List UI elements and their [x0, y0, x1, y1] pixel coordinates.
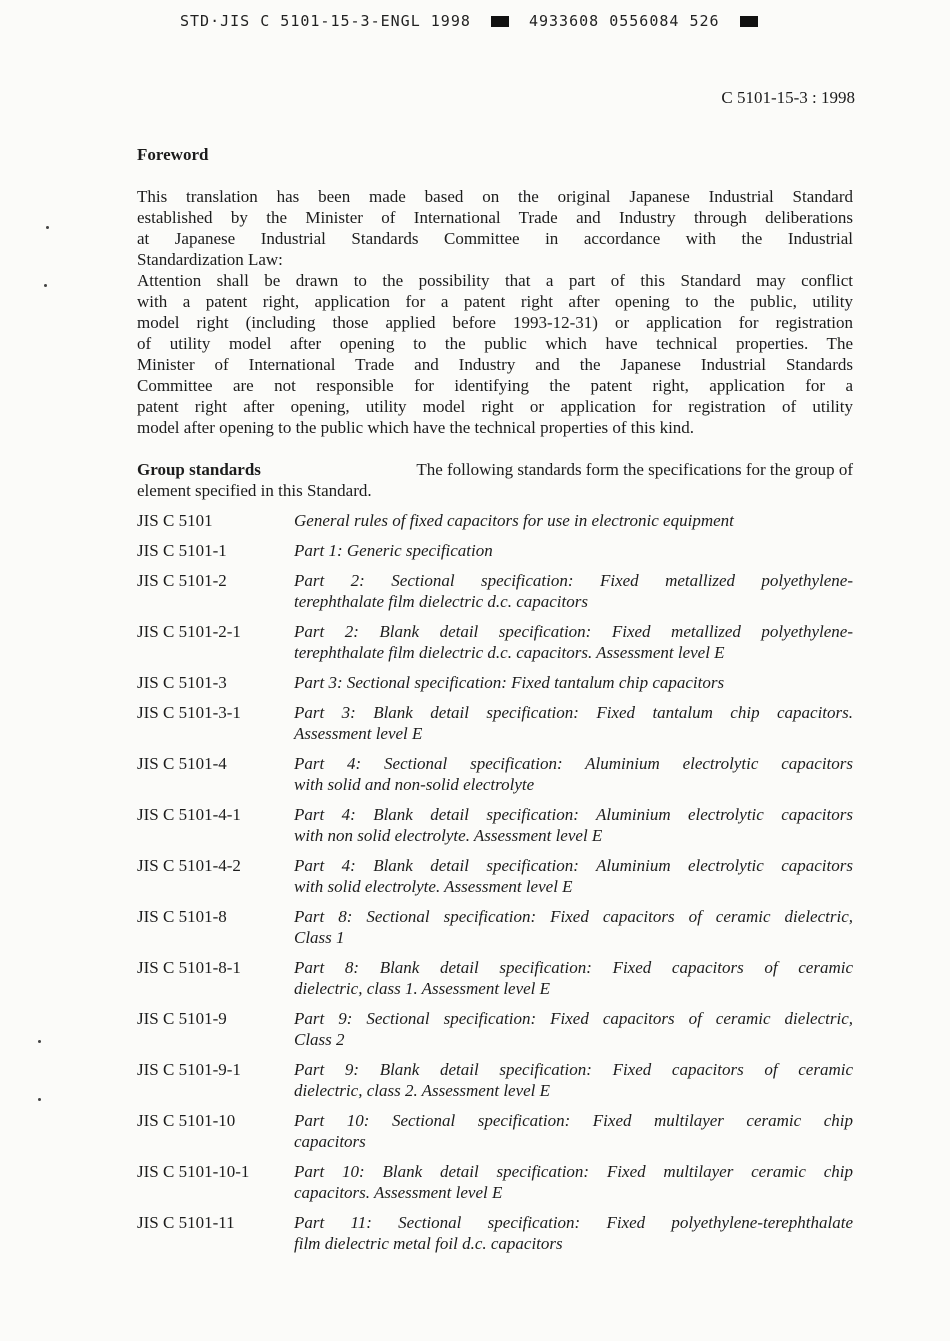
standard-title-line: Part 8: Sectional specification: Fixed capacitors of ceramic dielectric,: [294, 907, 853, 926]
paragraph-line: at Japanese Industrial Standards Committee in accordance with the Industrial: [137, 229, 853, 248]
standard-code: JIS C 5101-3-1: [137, 703, 241, 722]
standard-code: JIS C 5101-3: [137, 673, 227, 692]
standard-title: [294, 855, 853, 897]
standard-title: [294, 702, 853, 744]
standard-title: [294, 1110, 853, 1152]
foreword-heading: Foreword: [137, 145, 209, 164]
standard-title: [294, 1059, 853, 1101]
standard-title-line: Class 1: [294, 928, 345, 947]
standard-title-line: Part 9: Sectional specification: Fixed capacitors of ceramic dielectric,: [294, 1009, 853, 1028]
standard-code: JIS C 5101-1: [137, 541, 227, 560]
paragraph-line: Standardization Law:: [137, 250, 283, 269]
group-standards-text-2: element specified in this Standard.: [137, 481, 372, 500]
standard-code: JIS C 5101-8: [137, 907, 227, 926]
standard-title: [294, 510, 853, 531]
standard-title: [294, 1212, 853, 1254]
standard-title-line: capacitors: [294, 1132, 366, 1151]
group-standards-intro: [137, 459, 853, 501]
scan-speck: [44, 284, 47, 287]
paragraph-line: of utility model after opening to the public which have technical properties. The: [137, 334, 853, 353]
standard-title-line: with solid and non-solid electrolyte: [294, 775, 535, 794]
standard-title-line: terephthalate film dielectric d.c. capacitors. Assessment level E: [294, 643, 725, 662]
standard-title-line: Part 3: Blank detail specification: Fixed tantalum chip capacitors.: [294, 703, 853, 722]
standard-title: [294, 621, 853, 663]
standard-code: JIS C 5101: [137, 511, 213, 530]
standard-code: JIS C 5101-11: [137, 1213, 235, 1232]
scan-speck: [38, 1040, 41, 1043]
stamp-bar-right: [740, 16, 758, 27]
standard-code: JIS C 5101-10-1: [137, 1162, 250, 1181]
standard-title: [294, 1008, 853, 1050]
standard-title: [294, 570, 853, 612]
group-standards-text-1: The following standards form the specifications for the group of: [416, 460, 853, 479]
standard-title-line: terephthalate film dielectric d.c. capacitors: [294, 592, 588, 611]
standard-title-line: Part 3: Sectional specification: Fixed tantalum chip capacitors: [294, 673, 725, 692]
standard-title: [294, 906, 853, 948]
paragraph-line: with a patent right, application for a patent right after opening to the public, utility: [137, 292, 853, 311]
paragraph-line: Minister of International Trade and Industry and the Japanese Industrial Standards: [137, 355, 853, 374]
standard-title: [294, 540, 853, 561]
stamp-barcode-number: 4933608 0556084 526: [528, 12, 720, 30]
standard-title: [294, 804, 853, 846]
standard-title: [294, 1161, 853, 1203]
standard-code: JIS C 5101-9-1: [137, 1060, 241, 1079]
scan-stamp: [180, 12, 758, 30]
standard-title: [294, 753, 853, 795]
standard-title-line: General rules of fixed capacitors for use in electronic equipment: [294, 511, 734, 530]
paragraph-line: patent right after opening, utility model right or application for registration of utility: [137, 397, 853, 416]
standard-title-line: Part 1: Generic specification: [294, 541, 493, 560]
standard-title-line: Part 4: Blank detail specification: Aluminium electrolytic capacitors: [294, 856, 853, 875]
standard-title-line: with non solid electrolyte. Assessment level E: [294, 826, 603, 845]
standard-title-line: dielectric, class 1. Assessment level E: [294, 979, 551, 998]
standard-title-line: with solid electrolyte. Assessment level E: [294, 877, 573, 896]
paragraph-line: This translation has been made based on the original Japanese Industrial Standard: [137, 187, 853, 206]
standard-title-line: Part 4: Blank detail specification: Aluminium electrolytic capacitors: [294, 805, 853, 824]
standard-title-line: film dielectric metal foil d.c. capacitors: [294, 1234, 563, 1253]
standard-title-line: Class 2: [294, 1030, 345, 1049]
standard-title-line: Part 11: Sectional specification: Fixed polyethylene-terephthalate: [294, 1213, 853, 1232]
standard-title: [294, 957, 853, 999]
standard-code: JIS C 5101-10: [137, 1111, 236, 1130]
standard-title-line: Part 10: Blank detail specification: Fixed multilayer ceramic chip: [294, 1162, 853, 1181]
standard-title-line: Part 4: Sectional specification: Aluminium electrolytic capacitors: [294, 754, 853, 773]
stamp-standard-id: STD·JIS C 5101-15-3-ENGL 1998: [180, 12, 471, 30]
standard-title-line: Part 2: Blank detail specification: Fixed metallized polyethylene-: [294, 622, 853, 641]
standard-code: JIS C 5101-9: [137, 1009, 227, 1028]
standard-title: [294, 672, 853, 693]
standard-code: JIS C 5101-4-1: [137, 805, 241, 824]
paragraph-line: model right (including those applied before 1993-12-31) or application for registration: [137, 313, 853, 332]
paragraph-line: Committee are not responsible for identifying the patent right, application for a: [137, 376, 853, 395]
scan-speck: [46, 226, 49, 229]
standard-title-line: dielectric, class 2. Assessment level E: [294, 1081, 551, 1100]
standard-title-line: Assessment level E: [294, 724, 423, 743]
standard-code: JIS C 5101-4: [137, 754, 227, 773]
stamp-bar-left: [491, 16, 509, 27]
standard-code: JIS C 5101-2: [137, 571, 227, 590]
scan-speck: [38, 1098, 41, 1101]
standard-code: JIS C 5101-2-1: [137, 622, 241, 641]
standard-title-line: Part 9: Blank detail specification: Fixed capacitors of ceramic: [294, 1060, 853, 1079]
document-number: C 5101-15-3 : 1998: [721, 88, 855, 107]
foreword-paragraph-1: [137, 186, 853, 270]
standard-code: JIS C 5101-8-1: [137, 958, 241, 977]
foreword-paragraph-2: [137, 270, 853, 438]
paragraph-line: established by the Minister of International Trade and Industry through deliberations: [137, 208, 853, 227]
standard-code: JIS C 5101-4-2: [137, 856, 241, 875]
standard-title-line: Part 2: Sectional specification: Fixed metallized polyethylene-: [294, 571, 853, 590]
standard-title-line: Part 10: Sectional specification: Fixed multilayer ceramic chip: [294, 1111, 853, 1130]
paragraph-line: model after opening to the public which have the technical properties of this kind.: [137, 418, 695, 437]
group-standards-label: Group standards: [137, 460, 261, 479]
paragraph-line: Attention shall be drawn to the possibility that a part of this Standard may conflict: [137, 271, 853, 290]
standard-title-line: Part 8: Blank detail specification: Fixed capacitors of ceramic: [294, 958, 853, 977]
standard-title-line: capacitors. Assessment level E: [294, 1183, 503, 1202]
